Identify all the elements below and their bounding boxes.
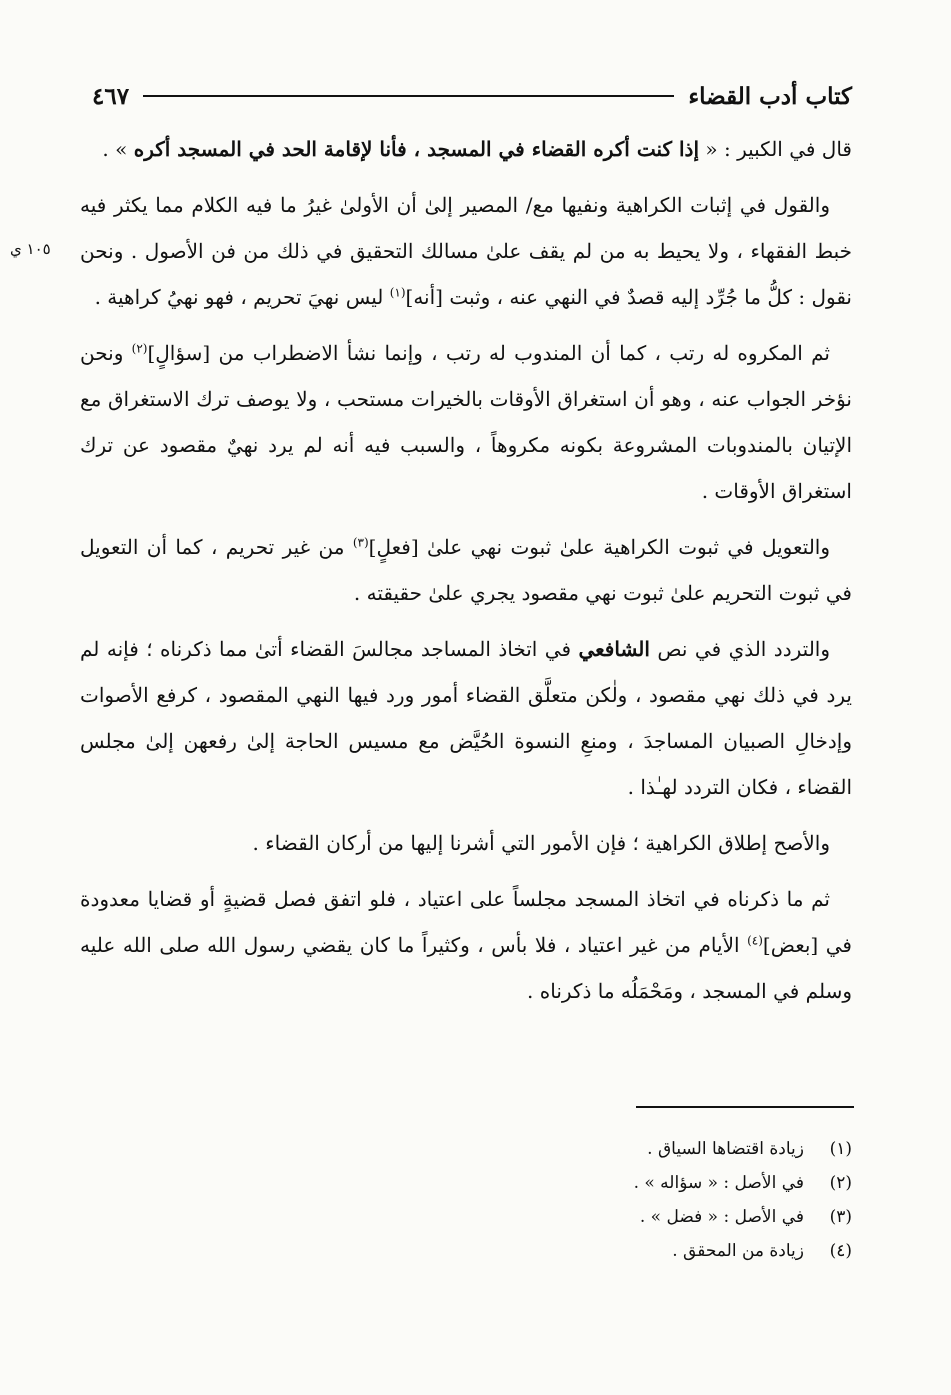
footnote-text: زيادة اقتضاها السياق . — [647, 1139, 804, 1159]
text-run: قال في الكبير : « — [699, 137, 852, 161]
footnote-item — [300, 1234, 852, 1268]
text-run: والتعويل في ثبوت الكراهية علىٰ ثبوت نهي علىٰ [فعلٍ] — [368, 535, 830, 559]
paragraph — [80, 820, 852, 866]
footnote-text: زيادة من المحقق . — [672, 1241, 804, 1261]
page-number: ٤٦٧ — [92, 82, 130, 110]
text-run: إذا كنت أكره القضاء في المسجد ، فأنا لإقامة الحد في المسجد أكره — [133, 137, 700, 161]
footnote-marker: (١) — [389, 285, 406, 300]
text-run: والأصح إطلاق الكراهية ؛ فإن الأمور التي أشرنا إليها من أركان القضاء . — [252, 831, 830, 855]
paragraph — [80, 524, 852, 616]
paragraph — [80, 330, 852, 514]
paragraph — [80, 876, 852, 1014]
footnotes — [300, 1132, 852, 1268]
text-run: والقول في إثبات الكراهية ونفيها مع/ المصير إلىٰ أن الأولىٰ غيرُ ما فيه الكلام مما يكثر فيه خبط الفقهاء ، ولا يحيط به من لم يقف علىٰ مسالك التحقيق في ذلك من فن الأصول . ونحن نقول : كلُّ ما جُرِّد إليه قصدٌ في النهي عنه ، وثبت [أنه] — [80, 193, 852, 309]
paragraph — [80, 126, 852, 172]
text-run: » . — [102, 137, 134, 161]
footnote-marker: (٢) — [131, 341, 148, 356]
footnote-item — [300, 1132, 852, 1166]
footnote-number: (١) — [829, 1139, 852, 1159]
footnote-item — [300, 1166, 852, 1200]
paragraph — [80, 626, 852, 810]
margin-folio-note: ١٠٥ ي — [10, 240, 51, 258]
body-text — [80, 126, 852, 1024]
text-run: من غير تحريم ، كما أن التعويل في ثبوت التحريم علىٰ ثبوت نهي مقصود يجري علىٰ حقيقته . — [80, 535, 852, 605]
text-run: ثم المكروه له رتب ، كما أن المندوب له رتب ، وإنما نشأ الاضطراب من [سؤالٍ] — [147, 341, 830, 365]
paragraph — [80, 182, 852, 320]
footnote-separator — [636, 1106, 854, 1108]
footnote-text: في الأصل : « سؤاله » . — [633, 1173, 804, 1193]
text-run: ثم ما ذكرناه في اتخاذ المسجد مجلساً على اعتياد ، فلو اتفق فصل قضيةٍ أو قضايا معدودة في [بعض] — [80, 887, 852, 957]
header-rule — [143, 95, 674, 97]
text-run: ليس نهيَ تحريم ، فهو نهيُ كراهية . — [94, 285, 390, 309]
text-run: الأيام من غير اعتياد ، فلا بأس ، وكثيراً ما كان يقضي رسول الله صلى الله عليه وسلم في المسجد ، ومَحْمَلُه ما ذكرناه . — [80, 933, 852, 1003]
text-run: ونحن نؤخر الجواب عنه ، وهو أن استغراق الأوقات بالخيرات مستحب ، ولا يوصف ترك الاستغراق مع الإتيان بالمندوبات المشروعة بكونه مكروهاً ، والسبب فيه أنه لم يرد نهيٌ مقصود عن ترك استغراق الأوقات . — [80, 341, 852, 503]
footnote-number: (٢) — [829, 1173, 852, 1193]
text-run: والتردد الذي في نص — [649, 637, 830, 661]
footnote-marker: (٤) — [747, 933, 763, 948]
text-run: في اتخاذ المساجد مجالسَ القضاء أتىٰ مما ذكرناه ؛ فإنه لم يرد في ذلك نهي مقصود ، ولٰكن متعلَّق القضاء أمور ورد فيها النهي المقصود ، كرفع الأصوات وإدخالِ الصبيان المساجدَ ، ومنعِ النسوة الحُيَّض مع مسيس الحاجة إلىٰ رفعهن إلىٰ مجلس القضاء ، فكان التردد لهـٰذا . — [80, 637, 852, 799]
footnote-marker: (٣) — [352, 535, 369, 550]
running-header — [92, 78, 852, 114]
footnote-number: (٤) — [829, 1241, 852, 1261]
header-title: كتاب أدب القضاء — [688, 82, 852, 110]
footnote-text: في الأصل : « فضل » . — [639, 1207, 804, 1227]
text-run: الشافعي — [578, 637, 650, 661]
footnote-number: (٣) — [829, 1207, 852, 1227]
footnote-item — [300, 1200, 852, 1234]
